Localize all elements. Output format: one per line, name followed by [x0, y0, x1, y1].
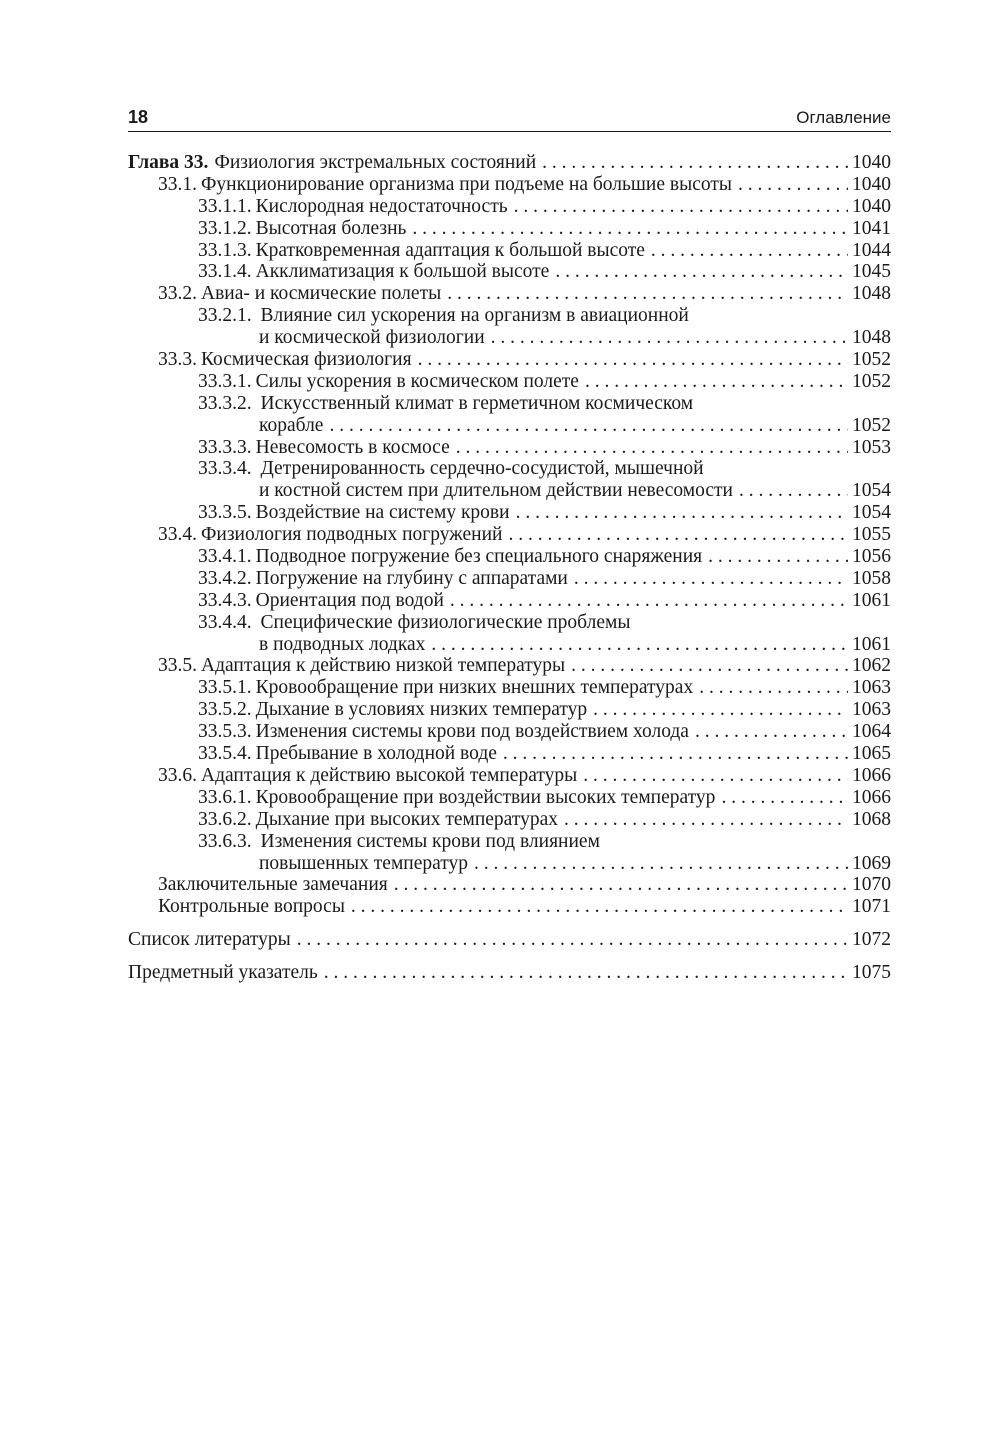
toc-entry-page: 1052 [852, 349, 891, 371]
toc-entry-title: Кислородная недостаточность [255, 195, 508, 217]
toc-entry-number: 33.5.1. [198, 677, 252, 699]
toc-entry-number: 33.1.3. [198, 239, 252, 261]
toc-leader [431, 634, 848, 656]
toc-subsection-continued[interactable] [128, 480, 891, 502]
toc-entry-title: Авиа- и космические полеты [201, 283, 442, 305]
toc-subsection[interactable] [128, 677, 891, 699]
toc-entry-title: Список литературы [128, 929, 291, 951]
toc-leader [721, 787, 848, 809]
toc-leader [564, 809, 848, 831]
toc-entry-number: 33.4.2. [198, 567, 252, 589]
toc-entry-title-continued: корабле [259, 414, 324, 436]
toc-entry-number: 33.6.1. [198, 786, 252, 808]
toc-subsection[interactable] [128, 612, 891, 634]
toc-entry-number: 33.3.3. [198, 436, 252, 458]
toc-leader [503, 743, 848, 765]
toc-entry-title: Физиология подводных погружений [201, 524, 503, 546]
toc-entry-page: 1061 [852, 589, 891, 611]
toc-entry-number: 33.4. [158, 524, 197, 546]
toc-section[interactable] [128, 524, 891, 546]
toc-leader [695, 721, 848, 743]
toc-entry-number: 33.1. [158, 173, 197, 195]
toc-entry-title: Изменения системы крови под влиянием [260, 830, 600, 852]
toc-entry-number: 33.2.1. [198, 305, 252, 327]
toc-entry-number: 33.1.4. [198, 261, 252, 283]
toc-entry-page: 1070 [852, 874, 891, 896]
toc-section[interactable] [128, 655, 891, 677]
toc-entry-title-continued: в подводных лодках [259, 633, 426, 655]
toc-chapter-page: 1040 [852, 152, 891, 173]
toc-entry-title: Невесомость в космосе [255, 436, 450, 458]
toc-closing-entry[interactable] [128, 874, 891, 896]
toc-leader [542, 152, 848, 174]
toc-subsection-continued[interactable] [128, 327, 891, 349]
toc-subsection[interactable] [128, 458, 891, 480]
toc-entry-number: 33.4.1. [198, 546, 252, 568]
toc-entry-page: 1044 [852, 239, 891, 261]
spacer [128, 918, 891, 929]
toc-entry-page: 1066 [852, 786, 891, 808]
toc-leader [351, 896, 848, 918]
toc-entry-page: 1054 [852, 502, 891, 524]
toc-subsection[interactable] [128, 437, 891, 459]
toc-leader [297, 929, 848, 951]
toc-section[interactable] [128, 349, 891, 371]
toc-entry-page: 1056 [852, 546, 891, 568]
toc-entry-page: 1052 [852, 370, 891, 392]
toc-entry-page: 1075 [852, 962, 891, 984]
toc-entry-page: 1061 [852, 633, 891, 655]
toc-entry-number: 33.3.5. [198, 502, 252, 524]
toc-entry-title: Контрольные вопросы [158, 896, 345, 918]
toc-leader [394, 874, 848, 896]
toc-leader [593, 699, 848, 721]
toc-entry-page: 1055 [852, 524, 891, 546]
toc-entry-page: 1048 [852, 327, 891, 349]
toc-entry-number: 33.2. [158, 283, 197, 305]
spacer [128, 951, 891, 962]
toc-entry-number: 33.3.4. [198, 458, 252, 480]
toc-entry-title: Специфические физиологические проблемы [260, 611, 631, 633]
toc-leader [450, 590, 848, 612]
toc-entry-number: 33.5. [158, 655, 197, 677]
toc-entry-title: Пребывание в холодной воде [255, 743, 497, 765]
toc-section[interactable] [128, 283, 891, 305]
toc-entry-title: Заключительные замечания [158, 874, 388, 896]
toc-entry-page: 1071 [852, 896, 891, 918]
toc-leader [651, 240, 848, 262]
toc-leader [739, 480, 848, 502]
toc-entry-title: Подводное погружение без специального снаряжения [255, 546, 703, 568]
running-header [128, 105, 891, 132]
toc-subsection[interactable] [128, 196, 891, 218]
toc-leader [474, 853, 848, 875]
toc-leader [456, 437, 848, 459]
toc-entry-page: 1052 [852, 414, 891, 436]
toc-subsection[interactable] [128, 809, 891, 831]
toc-entry-page: 1065 [852, 743, 891, 765]
toc-subsection[interactable] [128, 502, 891, 524]
toc-entry-title: Кровообращение при воздействии высоких температур [255, 786, 716, 808]
toc-subsection[interactable] [128, 590, 891, 612]
toc-entry-title: Высотная болезнь [255, 217, 407, 239]
toc-entry-number: 33.6.3. [198, 830, 252, 852]
toc-entry-title: Искусственный климат в герметичном космическом [260, 392, 694, 414]
toc-chapter-title: Физиология экстремальных состояний [214, 152, 537, 173]
toc-subsection[interactable] [128, 546, 891, 568]
toc-leader [516, 502, 848, 524]
toc-subsection[interactable] [128, 699, 891, 721]
table-of-contents [128, 152, 891, 984]
running-title: Оглавление [796, 108, 891, 127]
toc-entry-page: 1069 [852, 852, 891, 874]
toc-entry-title-continued: повышенных температур [259, 852, 469, 874]
toc-entry-number: 33.4.4. [198, 611, 252, 633]
toc-entry-page: 1041 [852, 217, 891, 239]
toc-entry-number: 33.6.2. [198, 808, 252, 830]
toc-entry-page: 1040 [852, 173, 891, 195]
toc-entry-title: Адаптация к действию низкой температуры [201, 655, 566, 677]
toc-entry-page: 1054 [852, 480, 891, 502]
toc-entry-page: 1045 [852, 261, 891, 283]
toc-entry-page: 1064 [852, 721, 891, 743]
toc-entry-title: Дыхание при высоких температурах [255, 808, 558, 830]
toc-entry-number: 33.3.2. [198, 392, 252, 414]
toc-leader [708, 546, 848, 568]
toc-entry-title: Акклиматизация к большой высоте [255, 261, 550, 283]
toc-leader [738, 174, 848, 196]
toc-subsection[interactable] [128, 371, 891, 393]
toc-leader [699, 677, 848, 699]
toc-subsection[interactable] [128, 393, 891, 415]
toc-leader [574, 568, 848, 590]
toc-subsection[interactable] [128, 743, 891, 765]
toc-subsection-continued[interactable] [128, 853, 891, 875]
toc-entry-title: Изменения системы крови под воздействием холода [255, 721, 689, 743]
toc-leader [514, 196, 848, 218]
toc-subsection[interactable] [128, 568, 891, 590]
toc-subsection[interactable] [128, 240, 891, 262]
toc-subsection[interactable] [128, 787, 891, 809]
toc-entry-title: Кратковременная адаптация к большой высоте [255, 239, 645, 261]
toc-entry-number: 33.5.3. [198, 721, 252, 743]
toc-entry-title: Дыхание в условиях низких температур [255, 699, 588, 721]
toc-entry-title: Воздействие на систему крови [255, 502, 510, 524]
toc-leader [324, 962, 848, 984]
toc-entry-number: 33.3. [158, 349, 197, 371]
toc-leader [329, 415, 848, 437]
toc-leader [508, 524, 848, 546]
toc-leader [583, 765, 848, 787]
toc-entry-title-continued: и космической физиологии [259, 327, 485, 349]
toc-entry-page: 1072 [852, 929, 891, 951]
toc-entry-page: 1063 [852, 677, 891, 699]
toc-subject-index[interactable] [128, 962, 891, 984]
toc-entry-title: Ориентация под водой [255, 589, 444, 611]
toc-subsection-continued[interactable] [128, 634, 891, 656]
toc-leader [447, 283, 848, 305]
toc-subsection[interactable] [128, 831, 891, 853]
toc-entry-title: Предметный указатель [128, 962, 318, 984]
toc-entry-title: Силы ускорения в космическом полете [255, 370, 579, 392]
toc-entry-number: 33.1.1. [198, 195, 252, 217]
toc-bibliography[interactable] [128, 929, 891, 951]
toc-leader [555, 261, 848, 283]
toc-leader [418, 349, 848, 371]
toc-subsection[interactable] [128, 721, 891, 743]
toc-entry-number: 33.6. [158, 764, 197, 786]
toc-entry-number: 33.1.2. [198, 217, 252, 239]
toc-entry-number: 33.3.1. [198, 370, 252, 392]
toc-section[interactable] [128, 765, 891, 787]
toc-entry-title-continued: и костной систем при длительном действии невесомости [259, 480, 733, 502]
toc-entry-number: 33.5.4. [198, 743, 252, 765]
toc-subsection[interactable] [128, 218, 891, 240]
toc-entry-page: 1048 [852, 283, 891, 305]
toc-leader [571, 655, 848, 677]
toc-entry-title: Функционирование организма при подъеме на большие высоты [201, 173, 732, 195]
toc-entry-number: 33.4.3. [198, 589, 252, 611]
toc-entry-page: 1053 [852, 436, 891, 458]
toc-entry-page: 1068 [852, 808, 891, 830]
toc-subsection[interactable] [128, 305, 891, 327]
toc-leader [412, 218, 848, 240]
toc-entry-page: 1040 [852, 195, 891, 217]
toc-subsection-continued[interactable] [128, 415, 891, 437]
toc-entry-title: Влияние сил ускорения на организм в авиационной [260, 305, 689, 327]
toc-chapter[interactable] [128, 152, 891, 174]
toc-entry-title: Космическая физиология [201, 349, 412, 371]
toc-entry-title: Детренированность сердечно-сосудистой, мышечной [260, 458, 704, 480]
toc-entry-page: 1066 [852, 764, 891, 786]
toc-entry-title: Адаптация к действию высокой температуры [201, 764, 578, 786]
page-number: 18 [128, 107, 149, 127]
toc-entry-page: 1063 [852, 699, 891, 721]
toc-chapter-number: Глава 33. [128, 152, 209, 173]
toc-leader [491, 327, 848, 349]
toc-entry-page: 1058 [852, 567, 891, 589]
toc-entry-title: Погружение на глубину с аппаратами [255, 567, 568, 589]
toc-subsection[interactable] [128, 261, 891, 283]
toc-entry-number: 33.5.2. [198, 699, 252, 721]
toc-leader [585, 371, 848, 393]
toc-entry-title: Кровообращение при низких внешних температурах [255, 677, 694, 699]
toc-section[interactable] [128, 174, 891, 196]
toc-entry-page: 1062 [852, 655, 891, 677]
toc-closing-entry[interactable] [128, 896, 891, 918]
